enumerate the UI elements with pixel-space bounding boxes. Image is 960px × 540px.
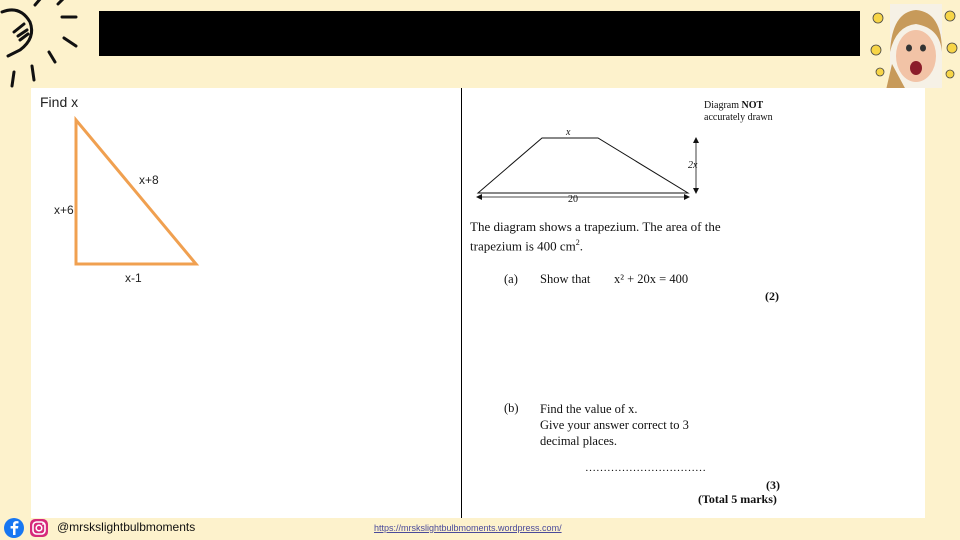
vertical-side-label: x+6 [54,203,74,217]
question-description: The diagram shows a trapezium. The area of the trapezium is 400 $cm^2$. [470,219,721,254]
lightbulb-icon [0,0,95,95]
instagram-icon[interactable] [30,519,48,537]
trap-side-label: 2x [688,160,698,171]
blog-link[interactable]: https://mrskslightbulbmoments.wordpress.com/ [374,523,562,533]
part-b-text: Find the value of x. Give your answer correct to 3 decimal places. [540,402,689,448]
part-b-letter: (b) [504,401,519,415]
trap-top-label: x [566,127,571,138]
trapezium-diagram [470,125,710,207]
diagram-note: Diagram NOT accurately drawn [704,100,773,123]
right-triangle-diagram [50,112,210,272]
trap-bottom-label: 20 [568,194,578,205]
part-a-letter: (a) [504,272,518,286]
answer-line: …………………………… [585,462,706,474]
column-divider [461,88,462,518]
part-a-equation: x² + 20x = 400 [614,272,689,286]
part-b-marks: (3) [766,478,780,492]
part-a-marks: (2) [765,289,779,303]
find-x-prompt: Find x [40,94,79,110]
base-label: x-1 [125,271,142,285]
part-a-text: Show that [540,272,591,286]
social-handle: @mrskslightbulbmoments [57,520,196,534]
title-bar [99,11,860,56]
social-icons [4,517,54,539]
hypotenuse-label: x+8 [139,173,159,187]
presenter-avatar [866,4,958,90]
total-marks: (Total 5 marks) [698,492,777,506]
facebook-icon[interactable] [4,518,24,538]
